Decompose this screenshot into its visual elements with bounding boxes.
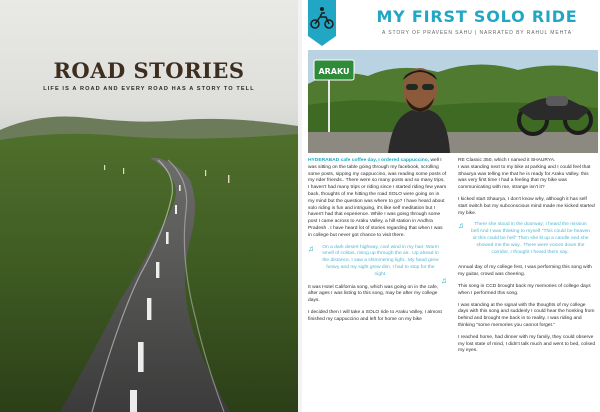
paragraph: I decided then I will take a SOLO ride to Araku Valley, I almost finished my cappuccino and left for home on my bike <box>308 309 442 322</box>
paragraph: I was standing at the signal with the thoughts of my college days with this song and suddenly I could hear the honking from behind and brought me back in to reality. I was riding and thinking "some memories you cannot forget." <box>458 302 595 328</box>
paragraph: I reached home, had dinner with my family, they could observe my lost state of mind, I didn't talk much and went to bed, colsed my eyes. <box>458 334 596 354</box>
paragraph: RE Classic 350, which I named it SHAURYA. <box>458 158 556 163</box>
paragraph: Annual day of my college fest, I was performing this song with my guitar, crowd was cheering. <box>458 265 592 278</box>
song-quote-text: There she stood in the doorway; I heard the mission bell And I was thinking to myself "This could be heaven or this could be hell" Then she lit up a candle and she showed me the way.. There were voices down the corridor, I thought I heard them say.. <box>471 222 590 255</box>
music-note-icon: ♫ <box>441 275 447 285</box>
music-note-icon: ♫ <box>458 221 464 231</box>
araku-sign-text: ARAKU <box>318 67 350 76</box>
paragraph: I was standing next to my bike at parking and I could feel that Shaurya was telling me that he is ready for Araku Valley. this was very first time I had a feeling that my bike was communicating with me, strange isn't it? <box>458 164 591 191</box>
article-byline: A STORY OF PRAVEEN SAHU | NARRATED BY RAHUL MEHTA <box>382 30 572 36</box>
article-title: MY FIRST SOLO RIDE <box>376 7 578 26</box>
music-note-icon: ♫ <box>308 243 314 253</box>
rider-selfie-photo <box>308 50 598 153</box>
paragraph-text: well I was sitting on the table going through my facebook, scrolling some posts, sipping my cappuccino, was reading some posts of my rider friends.. There were so many posts and so many trips, I haven't had many trips or riding since I started riding few years back, thoughts of me hitting the road SOLO were going on in my mind but the question was where to go? I have heard about solo riding is fun and intriguing, it's like self meditation but I haven't had that experience. While I was going through some post I came across to Araku Valley, a hill station in Andhra Pradesh . I have heard lot of stories regarding that when I was in college but never got chance to visit there. <box>308 158 447 238</box>
song-quote <box>458 222 597 256</box>
paragraph: This song in CCD brought back my memories of college days when I performed this song. <box>458 283 591 296</box>
cover-page <box>0 0 298 412</box>
cover-title: ROAD STORIES <box>53 58 245 83</box>
cover-tagline: LIFE IS A ROAD AND EVERY ROAD HAS A STORY TO TELL <box>43 86 255 92</box>
song-quote-text: On a dark desert highway, cool wind in my hair: Warm smell of colitas, rising up through the air.. Up ahead in the distance, I saw a shimmering light.. My head grew heavy and my sight grew dim, I had to stop for the night. <box>322 244 439 277</box>
song-quote <box>308 243 447 285</box>
motorcycle-badge-icon <box>308 0 336 46</box>
lead-text: HYDERABAD cafe coffee day, I ordered cappuccino, <box>308 158 430 163</box>
paragraph: I kicked start Shaurya, I don't know why, although it has self start switch but my subconscious mind made me kicked started my bike. <box>458 196 595 216</box>
paragraph <box>308 158 447 240</box>
article-page <box>302 0 600 412</box>
article-column-1 <box>308 158 447 329</box>
article-column-2 <box>458 158 597 360</box>
paragraph: It was Hotel California song, which was going on in the cafe, after ages I was listing to this song, may be after my college days. <box>308 284 439 304</box>
